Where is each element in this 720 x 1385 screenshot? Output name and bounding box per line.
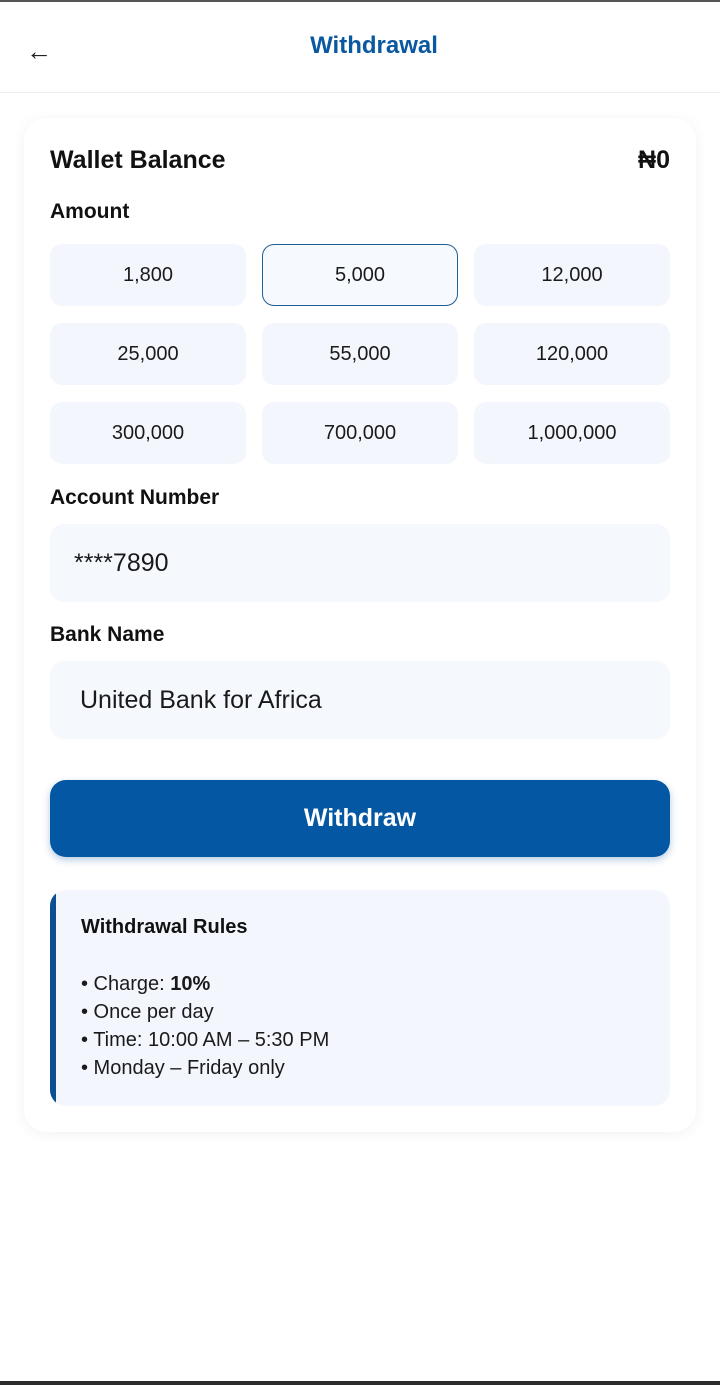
withdrawal-card (24, 118, 696, 1132)
top-bar (0, 2, 720, 93)
amount-option[interactable]: 25,000 (50, 323, 246, 385)
withdrawal-rules (50, 890, 670, 1106)
amount-option[interactable]: 300,000 (50, 402, 246, 464)
rule-item (81, 970, 329, 998)
withdraw-button[interactable]: Withdraw (50, 780, 670, 857)
arrow-left-icon: ← (26, 36, 52, 66)
amount-option[interactable]: 700,000 (262, 402, 458, 464)
wallet-balance-label: Wallet Balance (50, 146, 226, 174)
bank-name-value: United Bank for Africa (80, 685, 322, 714)
bank-name-label: Bank Name (50, 623, 165, 646)
rules-list (81, 970, 329, 1082)
account-number-label: Account Number (50, 486, 220, 509)
rule-charge-value: 10% (170, 973, 211, 995)
amount-option[interactable]: 120,000 (474, 323, 670, 385)
amount-option[interactable]: 1,000,000 (474, 402, 670, 464)
amount-option[interactable]: 1,800 (50, 244, 246, 306)
amount-label: Amount (50, 200, 130, 223)
rules-accent-bar (50, 890, 56, 1106)
bank-name-field[interactable] (50, 661, 670, 739)
rule-item: • Once per day (81, 1001, 214, 1023)
wallet-balance-value: ₦0 (638, 146, 670, 174)
rule-item: • Monday – Friday only (81, 1057, 285, 1079)
amount-option[interactable]: 12,000 (474, 244, 670, 306)
amount-option[interactable]: 55,000 (262, 323, 458, 385)
wallet-balance-row (50, 146, 670, 175)
rules-title: Withdrawal Rules (81, 916, 248, 938)
amount-options (50, 244, 670, 464)
account-number-field[interactable] (50, 524, 670, 602)
amount-option[interactable]: 5,000 (262, 244, 458, 306)
rule-charge-label: • Charge: (81, 973, 171, 995)
rule-item: • Time: 10:00 AM – 5:30 PM (81, 1029, 330, 1051)
page-title: Withdrawal (310, 32, 438, 59)
account-number-value: ****7890 (74, 548, 169, 577)
